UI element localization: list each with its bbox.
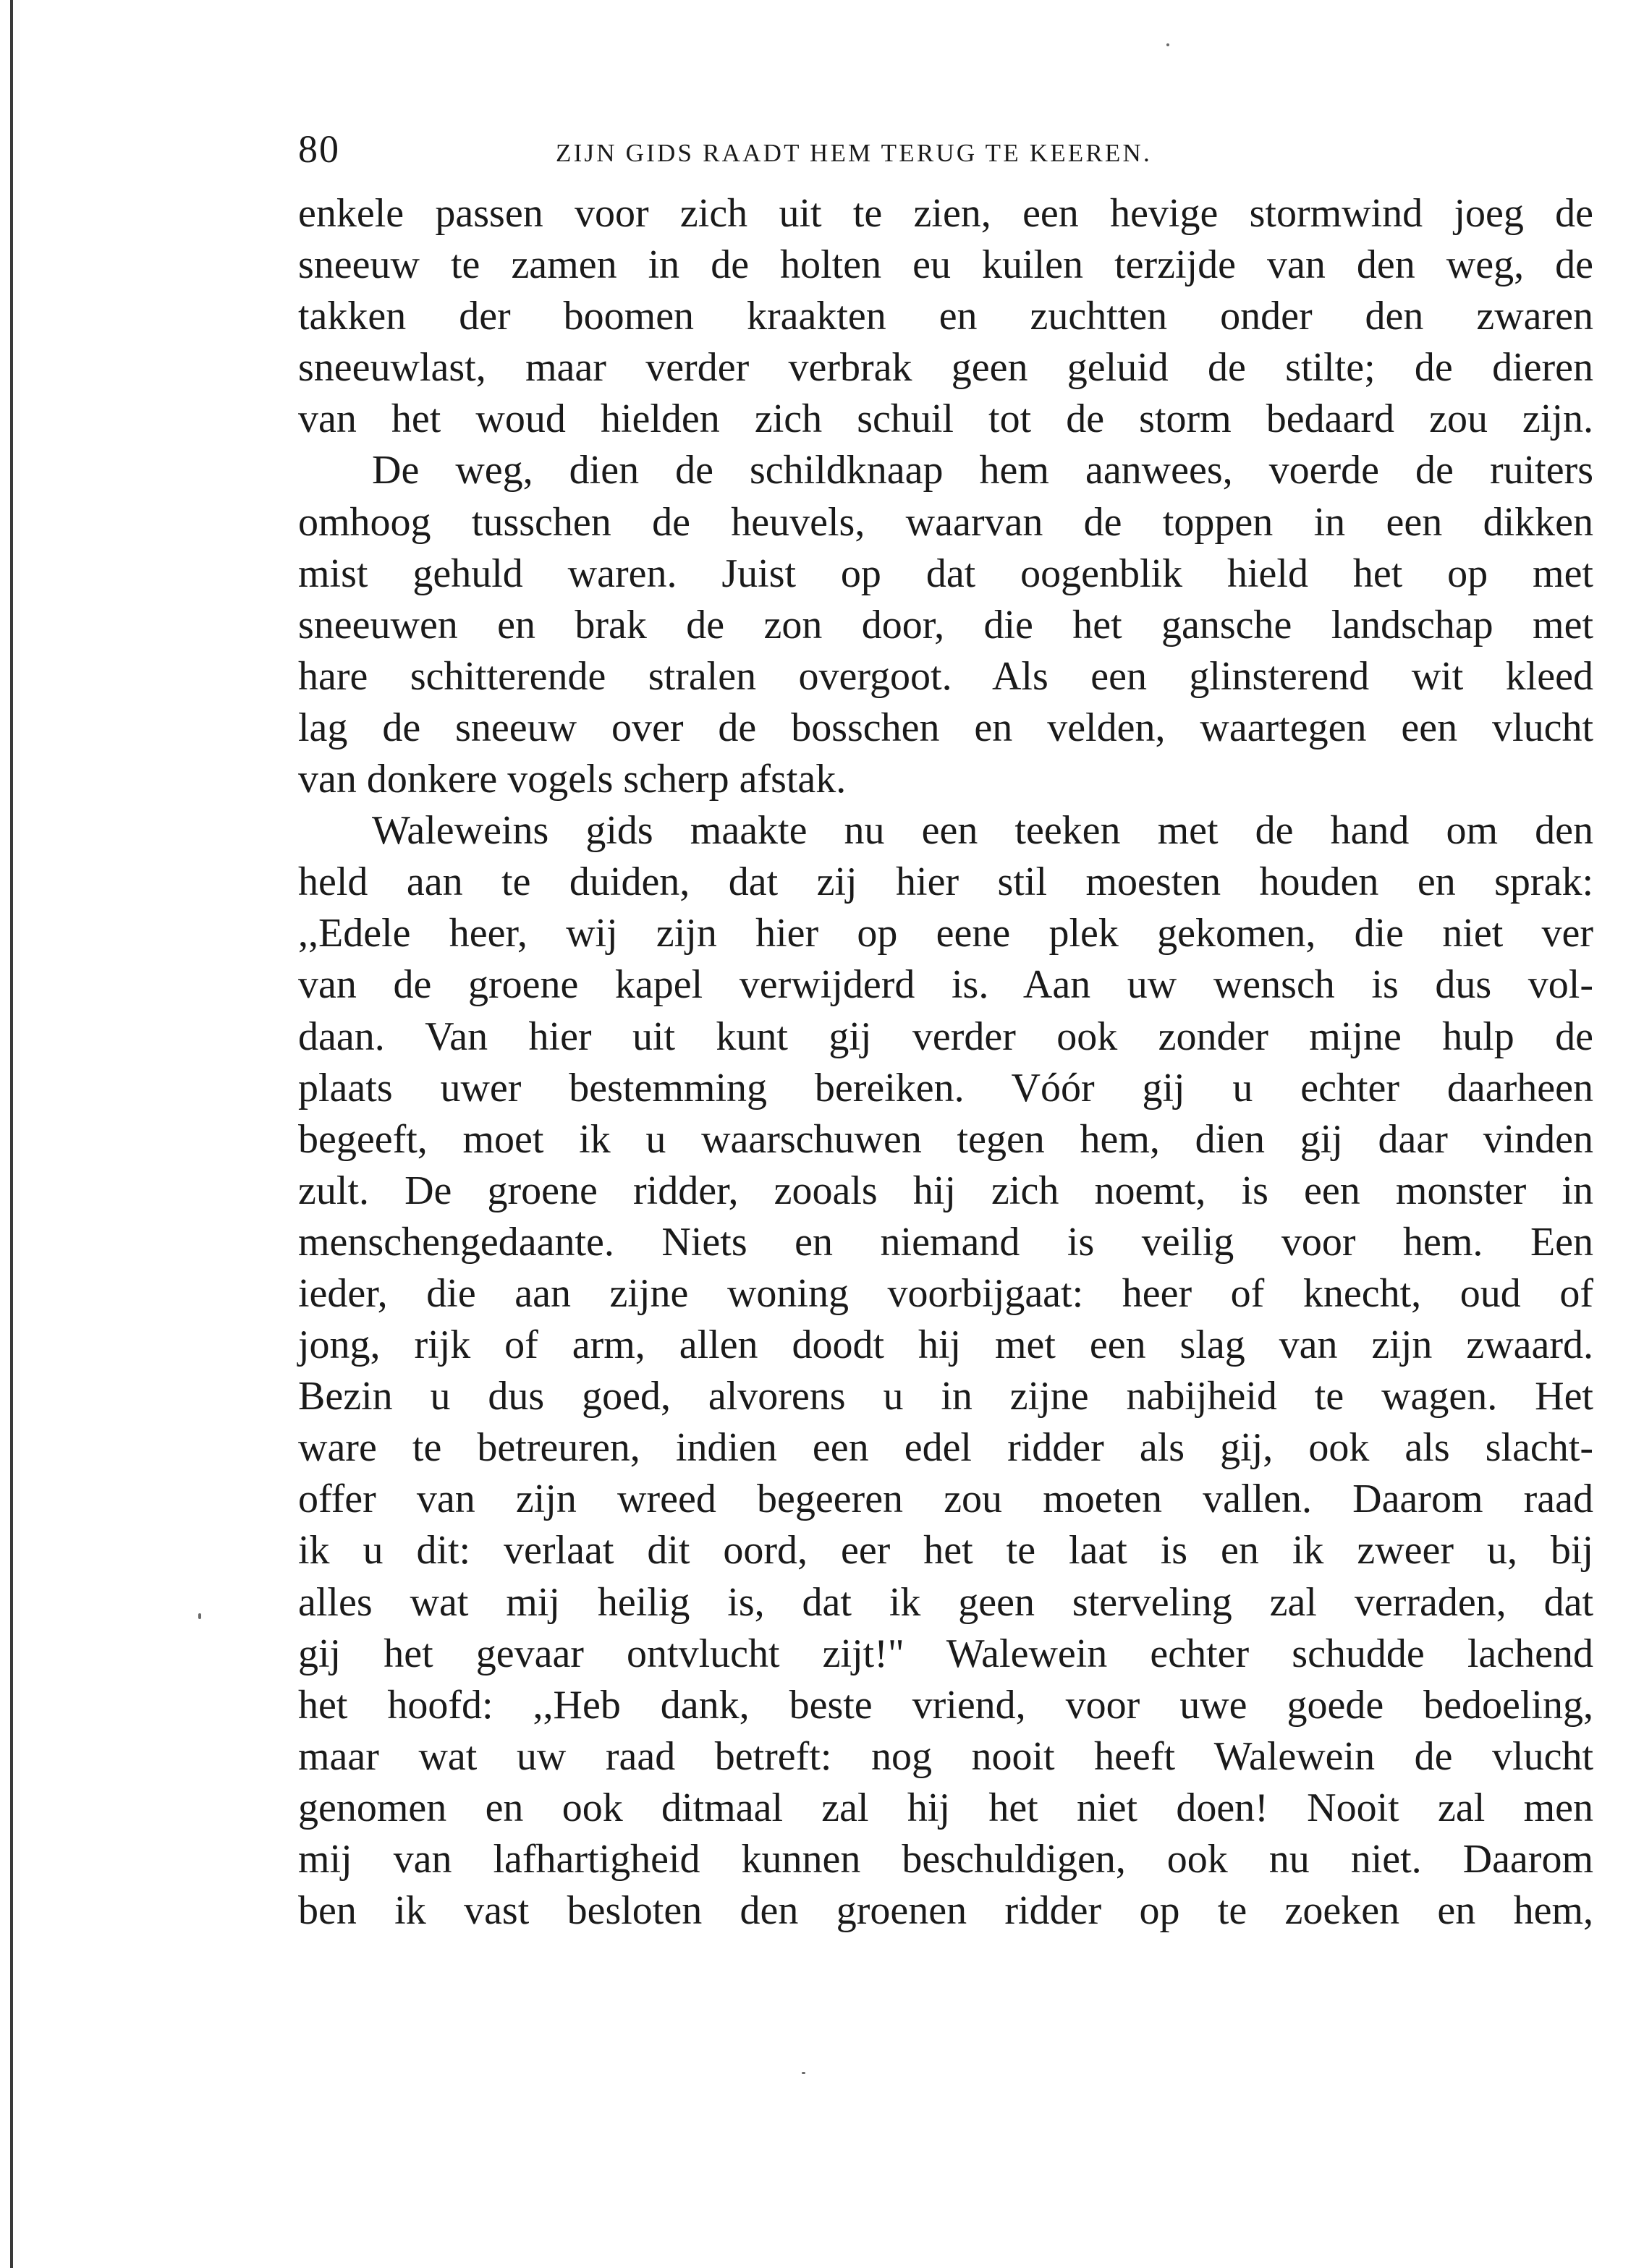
text-line: ware te betreuren, indien een edel ridder als gij, ook als slacht- (298, 1425, 1593, 1471)
paragraph-first-line: Waleweins gids maakte nu een teeken met de hand om den (372, 808, 1593, 854)
text-line: ,,Edele heer, wij zijn hier op eene plek gekomen, die niet ver (298, 911, 1593, 956)
paper-speck (1166, 43, 1169, 46)
paragraph-first-line: De weg, dien de schildknaap hem aanwees, voerde de ruiters (372, 448, 1593, 493)
text-line: ik u dit: verlaat dit oord, eer het te laat is en ik zweer u, bij (298, 1528, 1593, 1573)
paper-speck (802, 2072, 805, 2074)
text-line: held aan te duiden, dat zij hier stil moesten houden en sprak: (298, 859, 1593, 905)
text-line: gij het gevaar ontvlucht zijt!" Walewein echter schudde lachend (298, 1631, 1593, 1676)
text-line: sneeuwlast, maar verder verbrak geen geluid de stilte; de dieren (298, 345, 1593, 391)
text-line: enkele passen voor zich uit te zien, een hevige stormwind joeg de (298, 191, 1593, 236)
text-line: daan. Van hier uit kunt gij verder ook zonder mijne hulp de (298, 1014, 1593, 1059)
text-line: van het woud hielden zich schuil tot de storm bedaard zou zijn. (298, 396, 1593, 442)
text-line: omhoog tusschen de heuvels, waarvan de toppen in een dikken (298, 499, 1593, 545)
text-line: mij van lafhartigheid kunnen beschuldigen, ook nu niet. Daarom (298, 1837, 1593, 1882)
text-line: alles wat mij heilig is, dat ik geen sterveling zal verraden, dat (298, 1579, 1593, 1625)
text-line: maar wat uw raad betreft: nog nooit heeft Walewein de vlucht (298, 1733, 1593, 1779)
text-line: van de groene kapel verwijderd is. Aan uw wensch is dus vol- (298, 962, 1593, 1008)
page-number: 80 (298, 127, 340, 171)
text-line: jong, rijk of arm, allen doodt hij met een slag van zijn zwaard. (298, 1322, 1593, 1368)
page-edge-rule (10, 0, 13, 2268)
text-line: genomen en ook ditmaal zal hij het niet doen! Nooit zal men (298, 1785, 1593, 1830)
text-line: het hoofd: ,,Heb dank, beste vriend, voor uwe goede bedoeling, (298, 1682, 1593, 1728)
text-line: sneeuwen en brak de zon door, die het gansche landschap met (298, 602, 1593, 647)
text-line: ieder, die aan zijne woning voorbijgaat: heer of knecht, oud of (298, 1270, 1593, 1316)
body-text (298, 188, 1593, 1937)
text-line: takken der boomen kraakten en zuchtten onder den zwaren (298, 294, 1593, 339)
page-header (298, 127, 1593, 178)
text-line: hare schitterende stralen overgoot. Als een glinsterend wit kleed (298, 653, 1593, 699)
text-line: begeeft, moet ik u waarschuwen tegen hem, dien gij daar vinden (298, 1116, 1593, 1162)
text-line: offer van zijn wreed begeeren zou moeten vallen. Daarom raad (298, 1477, 1593, 1522)
text-line: Bezin u dus goed, alvorens u in zijne nabijheid te wagen. Het (298, 1374, 1593, 1419)
text-line: lag de sneeuw over de bosschen en velden, waartegen een vlucht (298, 705, 1593, 750)
running-title: ZIJN GIDS RAADT HEM TERUG TE KEEREN. (556, 139, 1152, 167)
text-line: plaats uwer bestemming bereiken. Vóór gij u echter daarheen (298, 1065, 1593, 1110)
paragraph-last-line: van donkere vogels scherp afstak. (298, 757, 847, 802)
text-line: sneeuw te zamen in de holten eu kuilen terzijde van den weg, de (298, 242, 1593, 288)
text-line: menschengedaante. Niets en niemand is veilig voor hem. Een (298, 1219, 1593, 1265)
paper-speck (198, 1613, 201, 1619)
text-line: mist gehuld waren. Juist op dat oogenblik hield het op met (298, 551, 1593, 596)
text-line: ben ik vast besloten den groenen ridder op te zoeken en hem, (298, 1888, 1593, 1934)
text-line: zult. De groene ridder, zooals hij zich noemt, is een monster in (298, 1168, 1593, 1213)
